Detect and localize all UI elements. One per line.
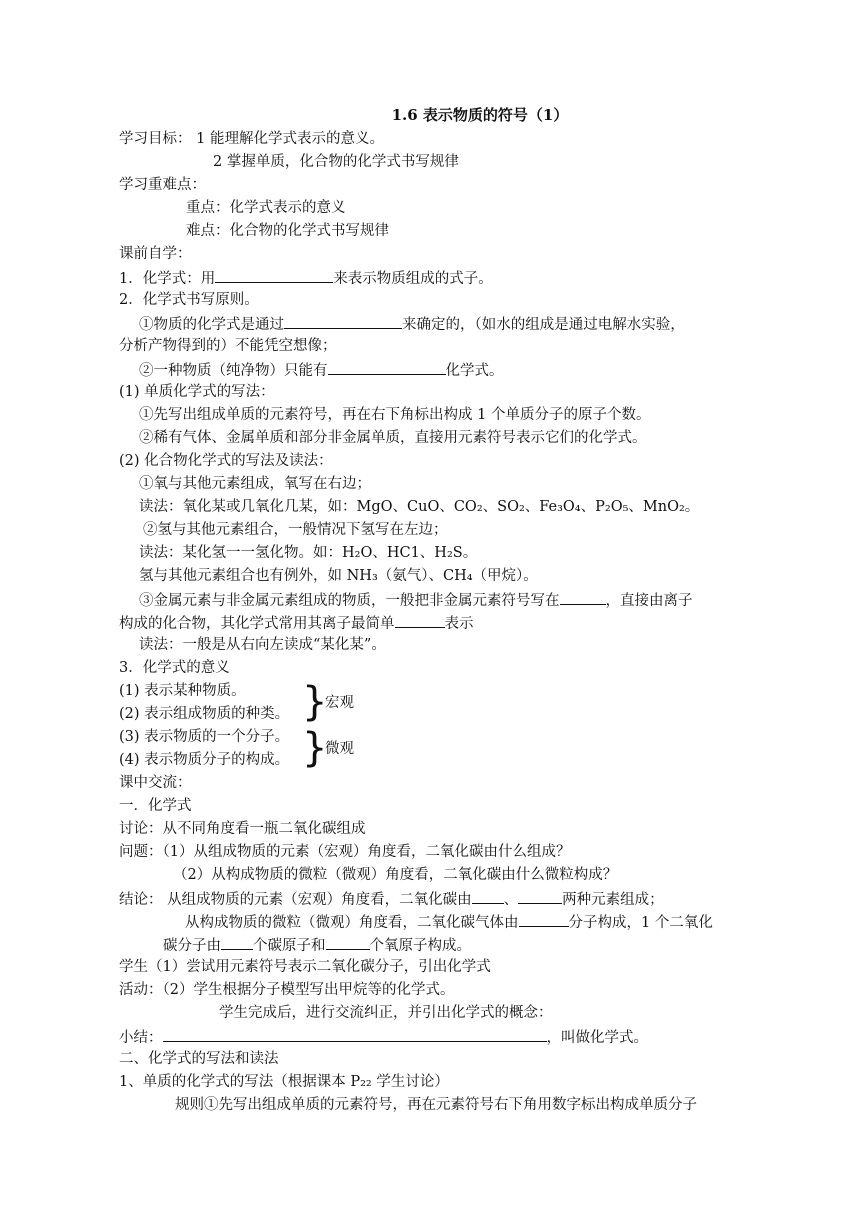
fill-blank[interactable] xyxy=(326,933,370,950)
page-title: 1.6 表示物质的符号（1） xyxy=(391,106,569,124)
rule-1: 规则①先写出组成单质的元素符号，再在元素符号右下角用数字标出构成单质分子 xyxy=(175,1097,697,1113)
goals-label: 学习目标： xyxy=(119,131,192,147)
activity-2: 活动：（2）学生根据分子模型写出甲烷等的化学式。 xyxy=(119,982,455,998)
fill-blank[interactable] xyxy=(472,887,504,904)
self-study-heading: 课前自学： xyxy=(119,246,192,262)
item-2a-text-end: 来确定的，（如水的组成是通过电解水实验， xyxy=(402,317,685,333)
fill-blank[interactable] xyxy=(163,1025,547,1042)
meaning-2: (2) 表示组成物质的种类。 xyxy=(119,706,290,722)
fill-blank[interactable] xyxy=(395,611,445,628)
conclusion-3 xyxy=(119,933,739,956)
summary-end: ，叫做化学式。 xyxy=(546,1030,648,1046)
fill-blank[interactable] xyxy=(221,933,253,950)
discussion: 讨论：从不同角度看一瓶二氧化碳组成 xyxy=(119,821,366,837)
part-2b: ②氢与其他元素组合，一般情况下氢写在左边； xyxy=(143,522,448,538)
conclusion-1-sep: 、 xyxy=(503,892,519,908)
section-2: 二、化学式的写法和读法 xyxy=(119,1051,279,1067)
meaning-1: (1) 表示某种物质。 xyxy=(119,683,246,699)
conclusion-3-mid: 个碳原子和 xyxy=(253,938,326,954)
item-1 xyxy=(119,266,739,289)
activity-followup: 学生完成后，进行交流纠正，并引出化学式的概念： xyxy=(219,1005,553,1021)
brace-micro: } xyxy=(302,725,328,771)
conclusion-3-end: 个氧原子构成。 xyxy=(369,938,471,954)
goal-1: 1 能理解化学式表示的意义。 xyxy=(196,131,384,147)
item-2: 2．化学式书写原则。 xyxy=(119,292,259,308)
fill-blank[interactable] xyxy=(284,312,402,329)
part-2c-text: ③金属元素与非金属元素组成的物质，一般把非金属元素符号写在 xyxy=(139,593,560,609)
part-2c-cont xyxy=(119,611,739,634)
meaning-4: (4) 表示物质分子的构成。 xyxy=(119,752,290,768)
conclusion-2-text: 从构成物质的微粒（微观）角度看，二氧化碳气体由 xyxy=(185,915,519,931)
part-1b: ②稀有气体、金属单质和部分非金属单质，直接用元素符号表示它们的化学式。 xyxy=(139,430,647,446)
fill-blank[interactable] xyxy=(328,358,446,375)
macro-label: 宏观 xyxy=(325,695,354,711)
conclusion-2-end: 分子构成，1 个二氧化 xyxy=(568,915,713,931)
brace-macro: } xyxy=(302,679,328,725)
item-3: 3．化学式的意义 xyxy=(119,660,230,676)
key-points-label: 学习重难点： xyxy=(119,177,206,193)
part-2b-read: 读法：某化氢一一氢化物。如：H₂O、HC1、H₂S。 xyxy=(139,545,478,561)
fill-blank[interactable] xyxy=(560,588,606,605)
item-1-text-end: 来表示物质组成的式子。 xyxy=(333,271,493,287)
item-2a-cont: 分析产物得到的）不能凭空想像； xyxy=(119,338,337,354)
goal-2: 2 掌握单质，化合物的化学式书写规律 xyxy=(213,154,459,170)
summary xyxy=(119,1025,739,1048)
key-point-2: 难点：化合物的化学式书写规律 xyxy=(186,223,389,239)
conclusion-1-text: 结论： 从组成物质的元素（宏观）角度看，二氧化碳由 xyxy=(119,892,472,908)
item-2b-text-end: 化学式。 xyxy=(445,363,504,379)
student-activity-1: 学生（1）尝试用元素符号表示二氧化碳分子，引出化学式 xyxy=(119,959,491,975)
part-2b-exception: 氢与其他元素组合也有例外，如 NH₃（氨气）、CH₄（甲烷）。 xyxy=(139,568,538,584)
part-2a: ①氧与其他元素组成，氧写在右边； xyxy=(139,476,371,492)
summary-label: 小结： xyxy=(119,1030,163,1046)
part-1a: ①先写出组成单质的元素符号，再在右下角标出构成 1 个单质分子的原子个数。 xyxy=(139,407,651,423)
part-2a-read: 读法：氧化某或几氧化几某，如：MgO、CuO、CO₂、SO₂、Fe₃O₄、P₂O₅、MnO₂。 xyxy=(139,499,700,515)
section-2-1: 1、单质的化学式的写法（根据课本 P₂₂ 学生讨论） xyxy=(119,1074,449,1090)
micro-label: 微观 xyxy=(325,741,354,757)
key-point-1: 重点：化学式表示的意义 xyxy=(186,200,346,216)
conclusion-3-text: 碳分子由 xyxy=(163,938,221,954)
section-1: 一．化学式 xyxy=(119,798,192,814)
conclusion-1-end: 两种元素组成； xyxy=(562,892,664,908)
item-2b-text: ②一种物质（纯净物）只能有 xyxy=(139,363,328,379)
class-heading: 课中交流： xyxy=(119,775,192,791)
item-2b xyxy=(119,358,739,381)
goals-line-1 xyxy=(119,128,739,151)
part-2c-cont-end: 表示 xyxy=(444,616,474,632)
question-1: 问题：（1）从组成物质的元素（宏观）角度看，二氧化碳由什么组成？ xyxy=(119,844,571,860)
item-2a-text: ①物质的化学式是通过 xyxy=(139,317,284,333)
item-2a xyxy=(119,312,739,335)
part-2c-read: 读法：一般是从右向左读成“某化某”。 xyxy=(139,637,386,653)
conclusion-1 xyxy=(119,887,739,910)
meaning-3: (3) 表示物质的一个分子。 xyxy=(119,729,290,745)
fill-blank[interactable] xyxy=(215,266,333,283)
part-2c-cont-text: 构成的化合物，其化学式常用其离子最简单 xyxy=(119,616,395,632)
meaning-list xyxy=(119,680,739,772)
conclusion-2 xyxy=(119,910,739,933)
part-2c-text-end: ，直接由离子 xyxy=(605,593,693,609)
fill-blank[interactable] xyxy=(518,887,562,904)
document-body xyxy=(119,128,739,1117)
question-2: （2）从构成物质的微粒（微观）角度看，二氧化碳由什么微粒构成？ xyxy=(173,867,618,883)
part-1: (1) 单质化学式的写法： xyxy=(119,384,275,400)
item-1-text: 1．化学式：用 xyxy=(119,271,216,287)
fill-blank[interactable] xyxy=(519,910,569,927)
part-2: (2) 化合物化学式的写法及读法： xyxy=(119,453,333,469)
part-2c xyxy=(119,588,739,611)
